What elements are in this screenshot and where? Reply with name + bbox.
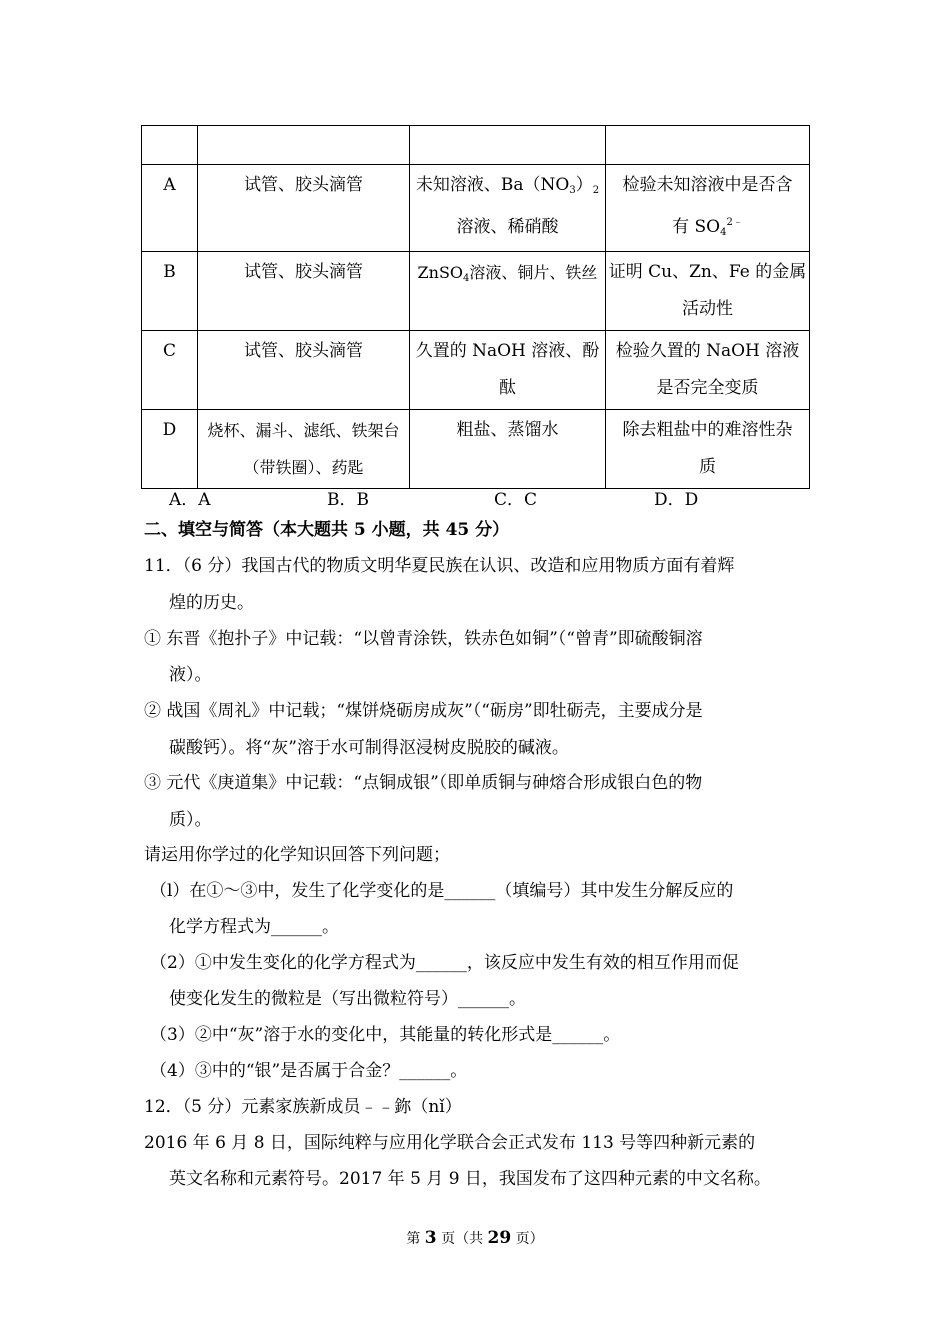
text-line: ③ 元代《庚道集》中记载：“点铜成银”（即单质铜与砷熔合形成银白色的物 (144, 773, 703, 793)
purpose-cell: 检验未知溶液中是否含 有 $SO_4^{2﹣}$ (606, 165, 810, 252)
apparatus-cell: 试管、胶头滴管 (198, 165, 410, 252)
answer-choices (0, 485, 950, 509)
text-line: 碳酸钙）。将“灰”溶于水可制得沤浸树皮脱胶的碱液。 (169, 738, 569, 758)
sub-question-3: （3）②中“灰”溶于水的变化中，其能量的转化形式是______。 (150, 1025, 621, 1045)
page-number: 3 (424, 1228, 437, 1248)
choice-c: C．C (494, 490, 538, 510)
reagent-cell: ZnSO$_4$溶液、铜片、铁丝 (410, 252, 606, 331)
table-header-row (142, 126, 810, 165)
sub-question-1: （l）在①～③中，发生了化学变化的是______（填编号）其中发生分解反应的 (150, 881, 734, 901)
reagent-cell: 粗盐、蒸馏水 (410, 410, 606, 489)
text-line: 使变化发生的微粒是（写出微粒符号）______。 (169, 989, 526, 1009)
text-line: ① 东晋《抱扑子》中记载：“以曾青涂铁，铁赤色如铜”（“曾青”即硫酸铜溶 (144, 629, 703, 649)
purpose-cell: 证明 Cu、Zn、Fe 的金属 活动性 (606, 252, 810, 331)
apparatus-cell: 烧杯、漏斗、滤纸、铁架台 （带铁圈）、药匙 (198, 410, 410, 489)
apparatus-cell: 试管、胶头滴管 (198, 331, 410, 410)
text-line: ② 战国《周礼》中记载；“煤饼烧砺房成灰”（“砺房”即牡砺壳，主要成分是 (144, 701, 703, 721)
question-11-stem: 11．（6 分）我国古代的物质文明华夏民族在认识、改造和应用物质方面有着辉 (144, 556, 735, 576)
text-line: 2016 年 6 月 8 日，国际纯粹与应用化学联合会正式发布 113 号等四种新元素的 (144, 1133, 756, 1153)
table-row (142, 331, 810, 410)
choice-a: A．A (169, 490, 211, 510)
total-pages: 29 (487, 1228, 512, 1248)
option-label: C (142, 331, 198, 410)
choice-b: B．B (327, 490, 369, 510)
section-heading: 二、填空与简答（本大题共 5 小题，共 45 分） (144, 520, 510, 540)
options-table (141, 125, 810, 489)
choice-d: D．D (654, 490, 699, 510)
sub-question-4: （4）③中的“银”是否属于合金？______。 (150, 1061, 468, 1081)
page-footer: 第 3 页（共 29 页） (406, 1228, 544, 1248)
option-label: A (142, 165, 198, 252)
text-line: 液）。 (169, 665, 212, 685)
text-line: 化学方程式为______。 (169, 917, 339, 937)
text-line: 请运用你学过的化学知识回答下列问题； (144, 845, 450, 865)
table-row (142, 252, 810, 331)
apparatus-cell: 试管、胶头滴管 (198, 252, 410, 331)
table-row (142, 165, 810, 252)
purpose-cell: 检验久置的 NaOH 溶液 是否完全变质 (606, 331, 810, 410)
option-label: D (142, 410, 198, 489)
sub-question-2: （2）①中发生变化的化学方程式为______，该反应中发生有效的相互作用而促 (150, 953, 739, 973)
text-line: 英文名称和元素符号。2017 年 5 月 9 日，我国发布了这四种元素的中文名称。 (169, 1169, 771, 1189)
question-12-stem: 12．（5 分）元素家族新成员﹣﹣鉨（nǐ） (144, 1097, 462, 1117)
reagent-cell: 未知溶液、$Ba(NO_3)_2$ 溶液、稀硝酸 (410, 165, 606, 252)
option-label: B (142, 252, 198, 331)
text-line: 煌的历史。 (169, 593, 254, 613)
purpose-cell: 除去粗盐中的难溶性杂 质 (606, 410, 810, 489)
table-row (142, 410, 810, 489)
reagent-cell: 久置的 NaOH 溶液、酚 酞 (410, 331, 606, 410)
text-line: 质）。 (169, 810, 212, 830)
